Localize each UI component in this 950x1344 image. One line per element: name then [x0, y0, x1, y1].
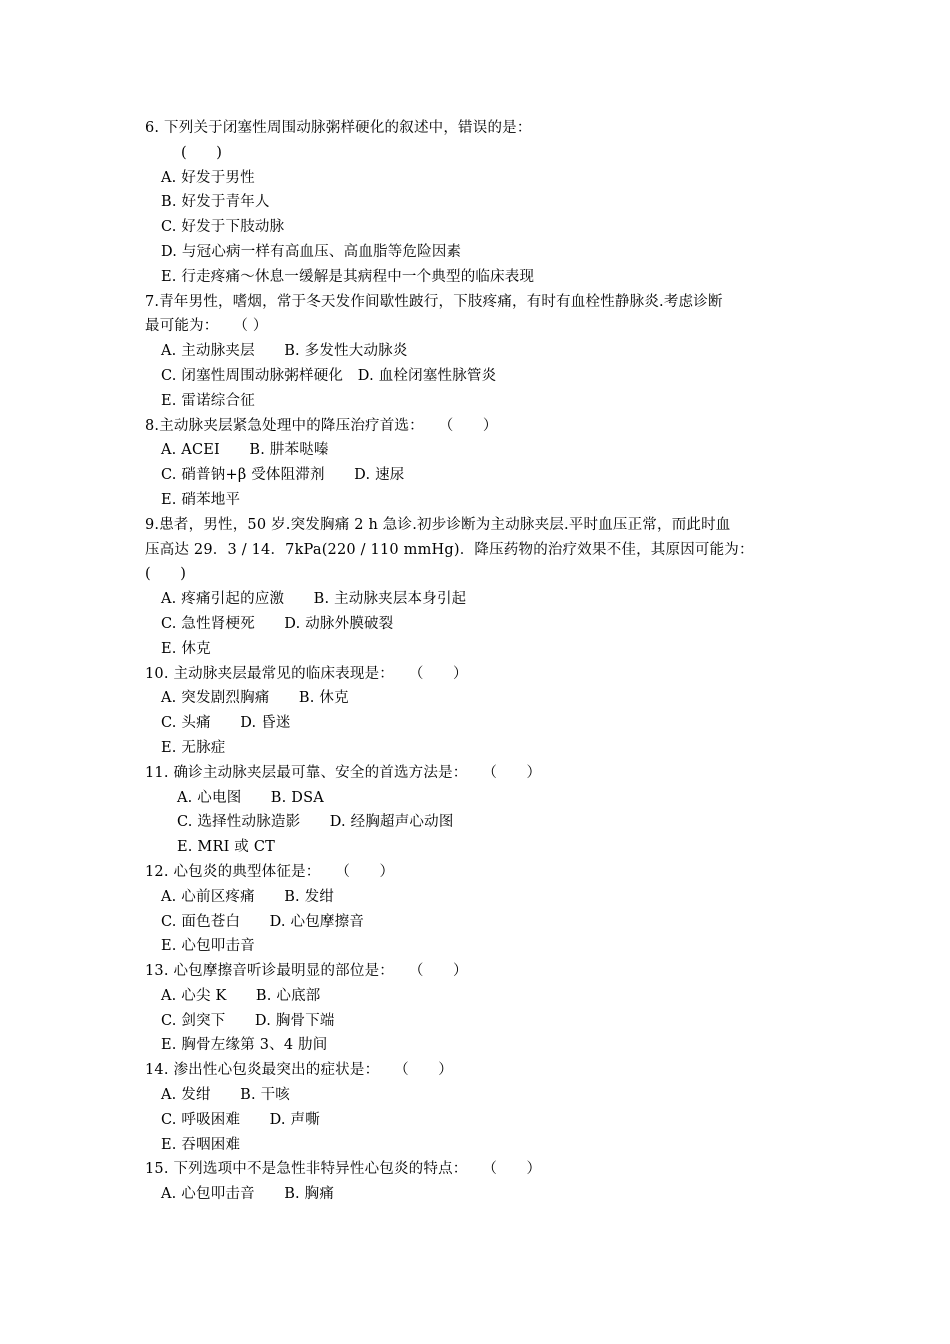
- option-line: A. 好发于男性: [161, 169, 255, 186]
- option-line: A. 发绀 B. 干咳: [161, 1087, 290, 1104]
- question-line: ( ): [145, 566, 187, 583]
- option-line: E. 休克: [161, 640, 211, 657]
- question-line: 13. 心包摩擦音听诊最明显的部位是： （ ）: [145, 963, 468, 980]
- option-line: E. MRI 或 CT: [177, 839, 275, 856]
- option-line: C. 选择性动脉造影 D. 经胸超声心动图: [177, 814, 454, 831]
- option-line: C. 闭塞性周围动脉粥样硬化 D. 血栓闭塞性脉管炎: [161, 367, 497, 384]
- option-line: E. 硝苯地平: [161, 491, 241, 508]
- question-line: 8.主动脉夹层紧急处理中的降压治疗首选： （ ）: [145, 417, 498, 434]
- question-line: 6. 下列关于闭塞性周围动脉粥样硬化的叙述中，错误的是：: [145, 120, 532, 136]
- option-line: D. 与冠心病一样有高血压、高血脂等危险因素: [161, 243, 462, 260]
- option-line: A. 心电图 B. DSA: [177, 789, 324, 806]
- option-line: C. 头痛 D. 昏迷: [161, 715, 291, 732]
- question-line: 9.患者，男性，50 岁.突发胸痛 2 h 急诊.初步诊断为主动脉夹层.平时血压正常，而此时血: [145, 516, 731, 533]
- option-line: A. 心前区疼痛 B. 发绀: [161, 888, 335, 905]
- option-line: A. 突发剧烈胸痛 B. 休克: [161, 690, 349, 707]
- option-line: C. 呼吸困难 D. 声嘶: [161, 1111, 320, 1128]
- option-line: E. 吞咽困难: [161, 1136, 241, 1153]
- question-list: [145, 116, 815, 1207]
- question-line: 压高达 29．3 / 14．7kPa(220 / 110 mmHg)．降压药物的治疗效果不佳，其原因可能为：: [145, 541, 754, 558]
- question-line: 11. 确诊主动脉夹层最可靠、安全的首选方法是： （ ）: [145, 764, 542, 781]
- question-line: 7.青年男性，嗜烟，常于冬天发作间歇性跛行，下肢疼痛，有时有血栓性静脉炎.考虑诊断: [145, 293, 723, 310]
- option-line: E. 无脉症: [161, 739, 226, 756]
- answer-blank: ( ): [181, 144, 223, 161]
- option-line: A. 心尖 K B. 心底部: [161, 987, 321, 1004]
- question-line: 最可能为： （ ）: [145, 318, 268, 335]
- option-line: A. 疼痛引起的应激 B. 主动脉夹层本身引起: [161, 591, 467, 608]
- option-line: E. 心包叩击音: [161, 938, 255, 955]
- option-line: E. 胸骨左缘第 3、4 肋间: [161, 1037, 328, 1054]
- option-line: A. 心包叩击音 B. 胸痛: [161, 1186, 335, 1203]
- option-line: E. 行走疼痛～休息一缓解是其病程中一个典型的临床表现: [161, 268, 535, 285]
- option-line: C. 急性肾梗死 D. 动脉外膜破裂: [161, 615, 394, 632]
- option-line: C. 面色苍白 D. 心包摩擦音: [161, 913, 365, 930]
- option-line: A. ACEI B. 肼苯哒嗪: [161, 442, 329, 459]
- option-line: B. 好发于青年人: [161, 194, 270, 211]
- question-line: 15. 下列选项中不是急性非特异性心包炎的特点： （ ）: [145, 1161, 542, 1178]
- option-line: C. 好发于下肢动脉: [161, 219, 285, 236]
- question-line: 14. 渗出性心包炎最突出的症状是： （ ）: [145, 1062, 453, 1079]
- option-line: A. 主动脉夹层 B. 多发性大动脉炎: [161, 343, 408, 360]
- option-line: C. 剑突下 D. 胸骨下端: [161, 1012, 335, 1029]
- option-line: C. 硝普钠+β 受体阻滞剂 D. 速尿: [161, 467, 405, 484]
- option-line: E. 雷诺综合征: [161, 392, 255, 409]
- question-line: 12. 心包炎的典型体征是： （ ）: [145, 863, 395, 880]
- question-line: 10. 主动脉夹层最常见的临床表现是： （ ）: [145, 665, 468, 682]
